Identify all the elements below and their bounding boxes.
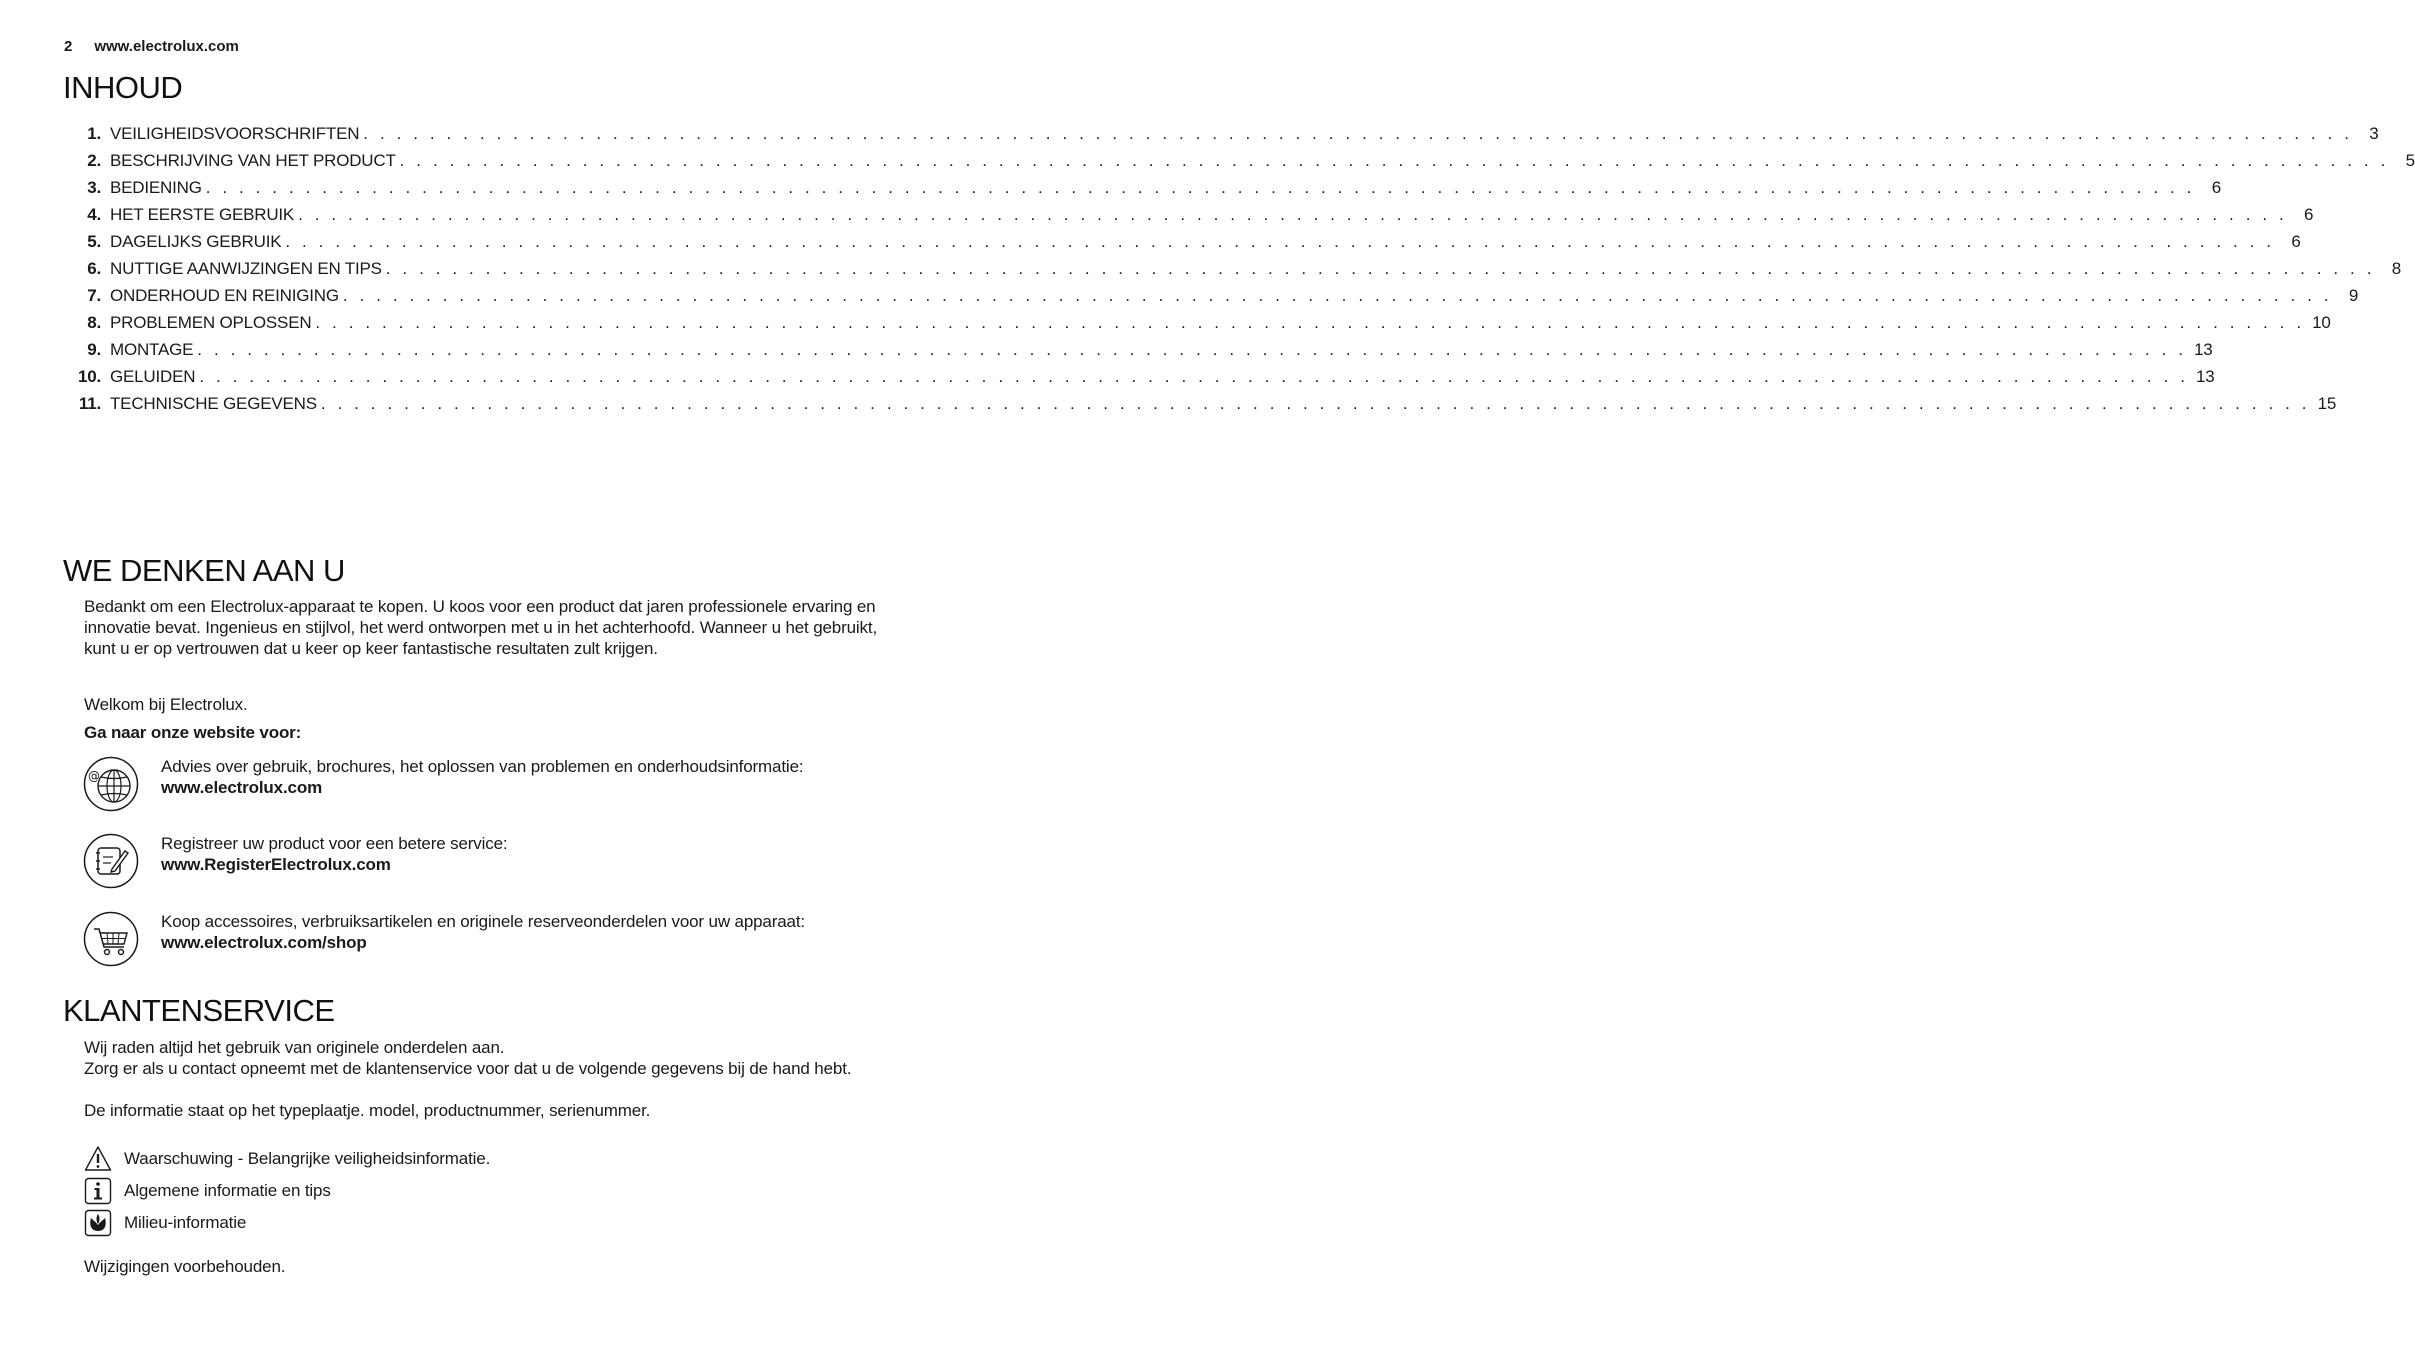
toc-dot-leader: . . . . . . . . . . . . . . . . . . . . . . . . . . . . . . . . . . . . . . . . . . . . . . . . . . . . . . . . . . . . . . . . . . . . . . . . . . . . . . . . . . . . . . . . . . . . . . . . . . . . . . . . . . . . . . . . . . . . . . . . [342,286,2333,305]
toc-item-page: 10 [2312,313,2331,332]
toc-item-number: 5. [87,232,101,251]
toc-item-page: 6 [2211,178,2221,197]
toc-item-page: 6 [2304,205,2314,224]
service-line-3: De informatie staat op het typeplaatje. model, productnummer, serienummer. [84,1101,651,1120]
toc-item-number: 3. [87,178,101,197]
toc-dot-leader: . . . . . . . . . . . . . . . . . . . . . . . . . . . . . . . . . . . . . . . . . . . . . . . . . . . . . . . . . . . . . . . . . . . . . . . . . . . . . . . . . . . . . . . . . . . . . . . . . . . . . . . . . . . . . . . . . . . . . . . . [320,394,2311,413]
toc-item-title: HET EERSTE GEBRUIK [110,205,295,224]
toc-item-page: 13 [2194,340,2213,359]
toc-item-page: 9 [2348,286,2359,305]
website-link-register [83,833,903,893]
legend-environment-text: Milieu-informatie [124,1213,247,1232]
toc-item-title: GELUIDEN [110,367,196,386]
toc-item-page: 5 [2405,151,2415,170]
website-link-shop [83,911,903,971]
register-url-link[interactable]: www.RegisterElectrolux.com [161,855,391,874]
toc-item-title: BESCHRIJVING VAN HET PRODUCT [110,151,396,170]
page-header [64,38,239,55]
toc-item-number: 11. [78,394,101,413]
toc-item-number: 7. [87,286,101,305]
legend-info-text: Algemene informatie en tips [124,1181,331,1200]
shop-description: Koop accessoires, verbruiksartikelen en originele reserveonderdelen voor uw apparaat: [161,912,806,931]
toc-item-number: 10. [77,367,101,386]
globe-at-icon [83,756,139,812]
register-pen-icon [83,833,139,889]
toc-item[interactable] [76,205,2314,232]
toc-dot-leader: . . . . . . . . . . . . . . . . . . . . . . . . . . . . . . . . . . . . . . . . . . . . . . . . . . . . . . . . . . . . . . . . . . . . . . . . . . . . . . . . . . . . . . . . . . . . . . . . . . . . . . . . . . . . . . . . . . . . . . . . [315,313,2305,332]
page-number: 2 [64,38,73,55]
advice-description: Advies over gebruik, brochures, het oplossen van problemen en onderhoudsinformatie: [161,757,804,776]
warning-triangle-icon [84,1145,112,1173]
toc-item-title: VEILIGHEIDSVOORSCHRIFTEN [110,124,360,143]
toc-item-page: 3 [2369,124,2379,143]
toc-item-number: 4. [87,205,101,224]
shopping-cart-icon [83,911,139,967]
thinking-intro: Bedankt om een Electrolux-apparaat te kopen. U koos voor een product dat jaren professionele ervaring en innovatie bevat. Ingenieus en stijlvol, het werd ontworpen met u in het achterhoofd. Wanneer u het gebruikt, kunt u er op vertrouwen dat u keer op keer fantastische resultaten zult krijgen. [84,597,878,658]
toc-item-page: 8 [2391,259,2402,278]
site-url[interactable]: www.electrolux.com [94,38,239,55]
advice-url-link[interactable]: www.electrolux.com [161,778,323,797]
environment-icon [84,1209,112,1237]
toc-item[interactable] [76,313,2331,340]
toc-item-title: ONDERHOUD EN REINIGING [110,286,339,305]
toc-item[interactable] [76,394,2337,421]
toc-dot-leader: . . . . . . . . . . . . . . . . . . . . . . . . . . . . . . . . . . . . . . . . . . . . . . . . . . . . . . . . . . . . . . . . . . . . . . . . . . . . . . . . . . . . . . . . . . . . . . . . . . . . . . . . . . . . . . . . . . . . . . . . [199,367,2189,386]
legend-warning-text: Waarschuwing - Belangrijke veiligheidsinformatie. [124,1149,491,1168]
toc-item[interactable] [76,340,2213,367]
changes-reserved-note: Wijzigingen voorbehouden. [84,1257,286,1276]
website-link-advice [83,756,903,816]
table-of-contents [76,124,2415,421]
toc-item-title: MONTAGE [110,340,194,359]
legend-info [84,1177,331,1205]
toc-item-number: 1. [87,124,101,143]
info-icon [84,1177,112,1205]
toc-dot-leader: . . . . . . . . . . . . . . . . . . . . . . . . . . . . . . . . . . . . . . . . . . . . . . . . . . . . . . . . . . . . . . . . . . . . . . . . . . . . . . . . . . . . . . . . . . . . . . . . . . . . . . . . . . . . . . . . . . . . . . . . [205,178,2195,197]
toc-item-page: 6 [2291,232,2301,251]
register-text-block [161,833,901,875]
toc-item-number: 2. [87,151,101,170]
toc-dot-leader: . . . . . . . . . . . . . . . . . . . . . . . . . . . . . . . . . . . . . . . . . . . . . . . . . . . . . . . . . . . . . . . . . . . . . . . . . . . . . . . . . . . . . . . . . . . . . . . . . . . . . . . . . . . . . . . . . . . . . . . . [285,232,2275,251]
toc-item[interactable] [76,151,2415,178]
toc-item[interactable] [76,124,2379,151]
service-line-2: Zorg er als u contact opneemt met de klantenservice voor dat u de volgende gegevens bij de hand hebt. [84,1059,852,1078]
toc-item-page: 15 [2317,394,2337,413]
toc-item-title: PROBLEMEN OPLOSSEN [110,313,312,332]
toc-dot-leader: . . . . . . . . . . . . . . . . . . . . . . . . . . . . . . . . . . . . . . . . . . . . . . . . . . . . . . . . . . . . . . . . . . . . . . . . . . . . . . . . . . . . . . . . . . . . . . . . . . . . . . . . . . . . . . . . . . . . . . . . [399,151,2389,170]
service-title: KLANTENSERVICE [63,993,335,1028]
legend-warning [84,1145,490,1173]
shop-text-block [161,911,901,953]
toc-item[interactable] [76,367,2215,394]
toc-dot-leader: . . . . . . . . . . . . . . . . . . . . . . . . . . . . . . . . . . . . . . . . . . . . . . . . . . . . . . . . . . . . . . . . . . . . . . . . . . . . . . . . . . . . . . . . . . . . . . . . . . . . . . . . . . . . . . . . . . . . . . . . [298,205,2288,224]
toc-dot-leader: . . . . . . . . . . . . . . . . . . . . . . . . . . . . . . . . . . . . . . . . . . . . . . . . . . . . . . . . . . . . . . . . . . . . . . . . . . . . . . . . . . . . . . . . . . . . . . . . . . . . . . . . . . . . . . . . . . . . . . . . [385,259,2376,278]
toc-dot-leader: . . . . . . . . . . . . . . . . . . . . . . . . . . . . . . . . . . . . . . . . . . . . . . . . . . . . . . . . . . . . . . . . . . . . . . . . . . . . . . . . . . . . . . . . . . . . . . . . . . . . . . . . . . . . . . . . . . . . . . . . [363,124,2353,143]
toc-item[interactable] [76,259,2402,286]
toc-item[interactable] [76,178,2221,205]
toc-item[interactable] [76,232,2301,259]
toc-item-title: TECHNISCHE GEGEVENS [110,394,317,413]
toc-item-title: DAGELIJKS GEBRUIK [110,232,282,251]
register-description: Registreer uw product voor een betere service: [161,834,508,853]
toc-item-number: 9. [87,340,101,359]
toc-item[interactable] [76,286,2359,313]
welcome-text: Welkom bij Electrolux. [84,695,248,714]
legend-environment [84,1209,246,1237]
website-heading: Ga naar onze website voor: [84,723,302,742]
toc-dot-leader: . . . . . . . . . . . . . . . . . . . . . . . . . . . . . . . . . . . . . . . . . . . . . . . . . . . . . . . . . . . . . . . . . . . . . . . . . . . . . . . . . . . . . . . . . . . . . . . . . . . . . . . . . . . . . . . . . . . . . . . . [197,340,2187,359]
advice-text-block [161,756,901,798]
contents-title: INHOUD [63,70,183,105]
toc-item-title: NUTTIGE AANWIJZINGEN EN TIPS [110,259,382,278]
toc-item-number: 6. [87,259,101,278]
toc-item-number: 8. [87,313,101,332]
svg-text:@: @ [88,769,100,783]
service-line-1: Wij raden altijd het gebruik van originele onderdelen aan. [84,1038,505,1057]
shop-url-link[interactable]: www.electrolux.com/shop [161,933,367,952]
thinking-title: WE DENKEN AAN U [63,553,345,588]
toc-item-page: 13 [2196,367,2215,386]
toc-item-title: BEDIENING [110,178,202,197]
